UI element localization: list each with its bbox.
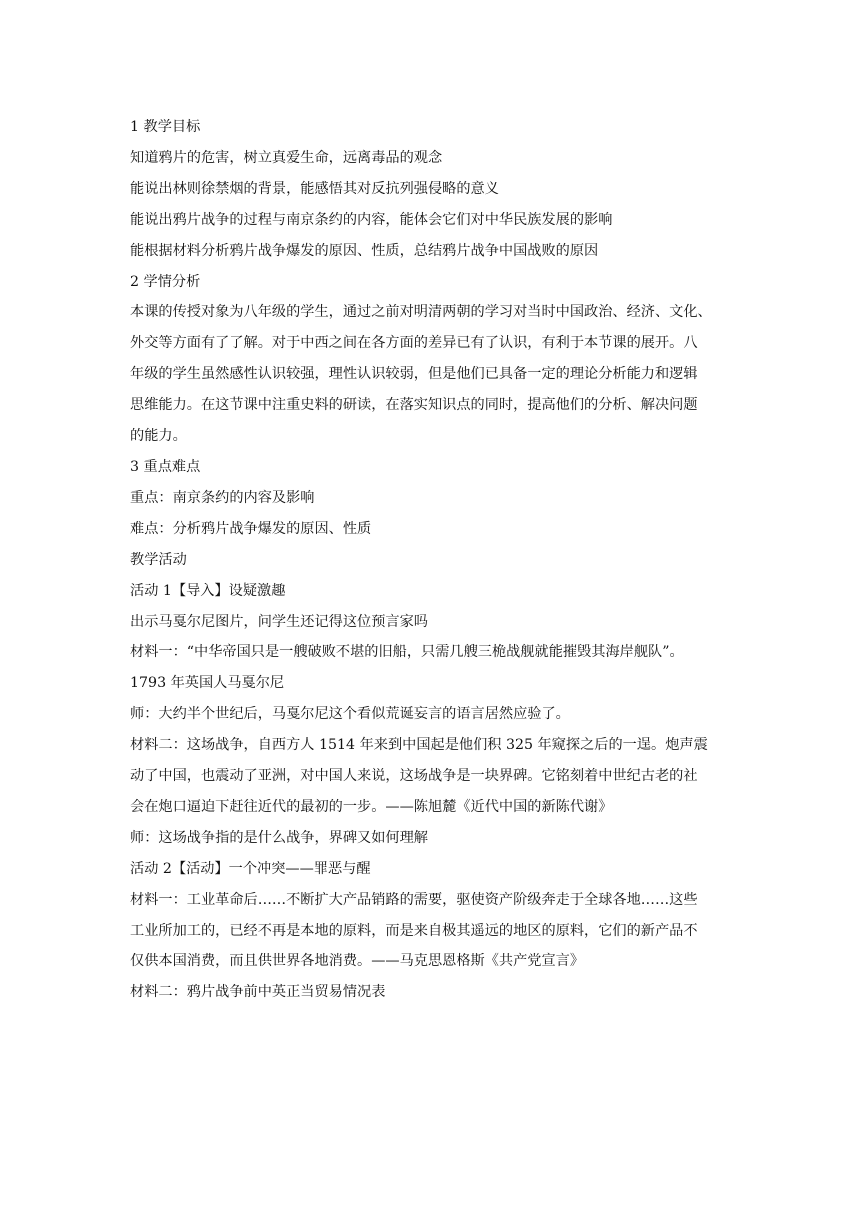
paragraph-line: 思维能力。在这节课中注重史料的研读，在落实知识点的同时，提高他们的分析、解决问题 [130, 397, 698, 414]
goal-item: 能根据材料分析鸦片战争爆发的原因、性质，总结鸦片战争中国战败的原因 [130, 242, 599, 259]
teacher-question: 师：这场战争指的是什么战争，界碑又如何理解 [130, 829, 428, 846]
paragraph-line: 材料二：这场战争，自西方人 1514 年来到中国起是他们积 325 年窥探之后的一逞。炮声震 [130, 737, 708, 754]
heading-teaching-goals: 1 教学目标 [130, 119, 201, 135]
paragraph-line: 材料一：工业革命后……不断扩大产品销路的需要，驱使资产阶级奔走于全球各地……这些 [130, 891, 698, 908]
paragraph-line: 工业所加工的，已经不再是本地的原料，而是来自极其遥远的地区的原料，它们的新产品不 [130, 922, 698, 939]
difficult-point: 难点：分析鸦片战争爆发的原因、性质 [130, 520, 372, 537]
activity-1-title: 活动 1【导入】设疑激趣 [130, 582, 286, 599]
material-two-caption: 材料二：鸦片战争前中英正当贸易情况表 [130, 984, 386, 1001]
paragraph-line: 会在炮口逼迫下赶往近代的最初的一步。——陈旭麓《近代中国的新陈代谢》 [130, 798, 613, 815]
paragraph-line: 年级的学生虽然感性认识较强，理性认识较弱，但是他们已具备一定的理论分析能力和逻辑 [130, 366, 698, 383]
activity-text: 出示马戛尔尼图片，问学生还记得这位预言家吗 [130, 613, 428, 630]
goal-item: 能说出鸦片战争的过程与南京条约的内容，能体会它们对中华民族发展的影响 [130, 211, 613, 228]
heading-teaching-activities: 教学活动 [130, 551, 187, 568]
material-one-paragraph [130, 885, 736, 978]
material-quote: 材料一：“中华帝国只是一艘破败不堪的旧船，只需几艘三桅战舰就能摧毁其海岸舰队”。 [130, 644, 684, 661]
material-source: 1793 年英国人马戛尔尼 [130, 675, 285, 692]
paragraph-line: 本课的传授对象为八年级的学生，通过之前对明清两朝的学习对当时中国政治、经济、文化、 [130, 304, 712, 321]
document-page [130, 112, 736, 1008]
paragraph-line: 外交等方面有了了解。对于中西之间在各方面的差异已有了认识，有利于本节课的展开。八 [130, 335, 698, 352]
material-two-paragraph [130, 730, 736, 823]
paragraph-line: 仅供本国消费，而且供世界各地消费。——马克思恩格斯《共产党宣言》 [130, 953, 585, 970]
goal-item: 知道鸦片的危害，树立真爱生命，远离毒品的观念 [130, 149, 443, 166]
heading-key-points: 3 重点难点 [130, 458, 201, 475]
key-point: 重点：南京条约的内容及影响 [130, 489, 315, 506]
goal-item: 能说出林则徐禁烟的背景，能感悟其对反抗列强侵略的意义 [130, 180, 499, 197]
activity-2-title: 活动 2【活动】一个冲突——罪恶与醒 [130, 860, 371, 877]
paragraph-line: 动了中国，也震动了亚洲，对中国人来说，这场战争是一块界碑。它铭刻着中世纪古老的社 [130, 768, 698, 785]
heading-student-analysis: 2 学情分析 [130, 273, 201, 290]
student-analysis-paragraph [130, 297, 736, 452]
paragraph-line: 的能力。 [130, 428, 187, 445]
teacher-remark: 师：大约半个世纪后，马戛尔尼这个看似荒诞妄言的语言居然应验了。 [130, 706, 570, 723]
